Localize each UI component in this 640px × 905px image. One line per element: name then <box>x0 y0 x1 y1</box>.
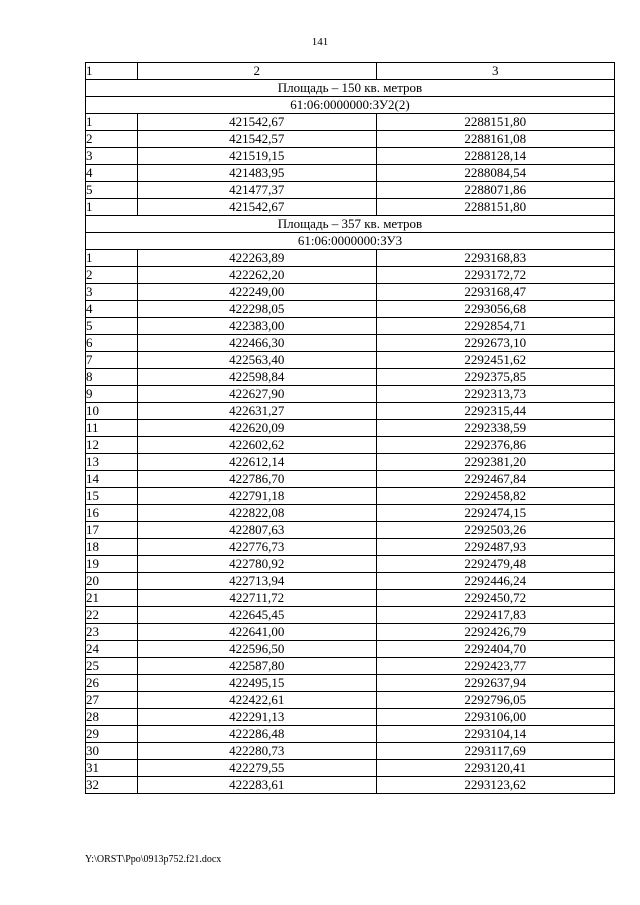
table-row <box>86 148 615 165</box>
section-cadastral-number-row <box>86 97 615 114</box>
coord-y: 2292479,48 <box>376 556 615 573</box>
table-row <box>86 386 615 403</box>
point-number: 4 <box>86 165 138 182</box>
table-row <box>86 437 615 454</box>
point-number: 8 <box>86 369 138 386</box>
point-number: 21 <box>86 590 138 607</box>
coord-y: 2292313,73 <box>376 386 615 403</box>
section-cadastral-number-row <box>86 233 615 250</box>
point-number: 7 <box>86 352 138 369</box>
coord-x: 422791,18 <box>138 488 377 505</box>
table-row <box>86 692 615 709</box>
table-row <box>86 199 615 216</box>
table-row <box>86 420 615 437</box>
coord-x: 422713,94 <box>138 573 377 590</box>
point-number: 3 <box>86 148 138 165</box>
point-number: 14 <box>86 471 138 488</box>
point-number: 9 <box>86 386 138 403</box>
table-row <box>86 522 615 539</box>
coord-x: 422786,70 <box>138 471 377 488</box>
table-row <box>86 777 615 794</box>
table-row <box>86 624 615 641</box>
section-area-label-row <box>86 80 615 97</box>
header-col-2: 2 <box>138 63 377 80</box>
coord-x: 422631,27 <box>138 403 377 420</box>
coord-x: 422383,00 <box>138 318 377 335</box>
point-number: 20 <box>86 573 138 590</box>
coord-x: 422627,90 <box>138 386 377 403</box>
table-row <box>86 301 615 318</box>
coord-x: 422587,80 <box>138 658 377 675</box>
coord-y: 2292474,15 <box>376 505 615 522</box>
coord-y: 2292503,26 <box>376 522 615 539</box>
point-number: 23 <box>86 624 138 641</box>
coord-x: 422596,50 <box>138 641 377 658</box>
point-number: 3 <box>86 284 138 301</box>
coord-y: 2293106,00 <box>376 709 615 726</box>
coord-x: 422422,61 <box>138 692 377 709</box>
table-row <box>86 488 615 505</box>
coord-y: 2292458,82 <box>376 488 615 505</box>
point-number: 1 <box>86 250 138 267</box>
point-number: 13 <box>86 454 138 471</box>
table-row <box>86 539 615 556</box>
coord-y: 2292426,79 <box>376 624 615 641</box>
coord-y: 2292451,62 <box>376 352 615 369</box>
point-number: 25 <box>86 658 138 675</box>
table-row <box>86 250 615 267</box>
page-number: 141 <box>311 36 329 48</box>
table-row <box>86 318 615 335</box>
coord-x: 421542,67 <box>138 114 377 131</box>
point-number: 18 <box>86 539 138 556</box>
point-number: 32 <box>86 777 138 794</box>
coord-x: 422598,84 <box>138 369 377 386</box>
coord-x: 422602,62 <box>138 437 377 454</box>
point-number: 19 <box>86 556 138 573</box>
coord-x: 422280,73 <box>138 743 377 760</box>
table-row <box>86 658 615 675</box>
table-row <box>86 709 615 726</box>
point-number: 12 <box>86 437 138 454</box>
coord-x: 421477,37 <box>138 182 377 199</box>
section-area-label: Площадь – 357 кв. метров <box>86 216 615 233</box>
coord-y: 2292854,71 <box>376 318 615 335</box>
coord-y: 2292467,84 <box>376 471 615 488</box>
table-row <box>86 471 615 488</box>
point-number: 27 <box>86 692 138 709</box>
coord-x: 422563,40 <box>138 352 377 369</box>
coord-y: 2292315,44 <box>376 403 615 420</box>
coord-y: 2288128,14 <box>376 148 615 165</box>
coord-y: 2293168,83 <box>376 250 615 267</box>
coord-x: 421519,15 <box>138 148 377 165</box>
header-col-3: 3 <box>376 63 615 80</box>
coord-y: 2292375,85 <box>376 369 615 386</box>
coord-x: 422262,20 <box>138 267 377 284</box>
table-row <box>86 403 615 420</box>
coord-x: 421542,57 <box>138 131 377 148</box>
table-row <box>86 675 615 692</box>
coord-y: 2293123,62 <box>376 777 615 794</box>
coord-y: 2288161,08 <box>376 131 615 148</box>
coord-x: 422286,48 <box>138 726 377 743</box>
table-row <box>86 505 615 522</box>
table-row <box>86 352 615 369</box>
point-number: 5 <box>86 318 138 335</box>
coord-x: 421542,67 <box>138 199 377 216</box>
coord-x: 421483,95 <box>138 165 377 182</box>
point-number: 30 <box>86 743 138 760</box>
table-row <box>86 267 615 284</box>
coord-y: 2293120,41 <box>376 760 615 777</box>
coord-x: 422645,45 <box>138 607 377 624</box>
coord-y: 2292637,94 <box>376 675 615 692</box>
table-row <box>86 454 615 471</box>
point-number: 29 <box>86 726 138 743</box>
point-number: 1 <box>86 114 138 131</box>
section-area-label-row <box>86 216 615 233</box>
coord-x: 422263,89 <box>138 250 377 267</box>
point-number: 22 <box>86 607 138 624</box>
table-row <box>86 556 615 573</box>
coord-y: 2288151,80 <box>376 199 615 216</box>
coord-y: 2293104,14 <box>376 726 615 743</box>
coord-y: 2288151,80 <box>376 114 615 131</box>
coord-y: 2292381,20 <box>376 454 615 471</box>
point-number: 16 <box>86 505 138 522</box>
coord-x: 422612,14 <box>138 454 377 471</box>
file-path-footer: Y:\ORST\Ppo\0913p752.f21.docx <box>85 854 222 865</box>
coord-y: 2293168,47 <box>376 284 615 301</box>
coord-y: 2292338,59 <box>376 420 615 437</box>
point-number: 6 <box>86 335 138 352</box>
coord-y: 2292417,83 <box>376 607 615 624</box>
section-cadastral-number: 61:06:0000000:ЗУ2(2) <box>86 97 615 114</box>
coord-y: 2292446,24 <box>376 573 615 590</box>
table-row <box>86 743 615 760</box>
table-row <box>86 131 615 148</box>
point-number: 2 <box>86 267 138 284</box>
table-row <box>86 284 615 301</box>
section-cadastral-number: 61:06:0000000:ЗУ3 <box>86 233 615 250</box>
coord-x: 422641,00 <box>138 624 377 641</box>
table-header-row <box>86 63 615 80</box>
point-number: 28 <box>86 709 138 726</box>
coord-y: 2292404,70 <box>376 641 615 658</box>
point-number: 4 <box>86 301 138 318</box>
table-row <box>86 607 615 624</box>
coord-y: 2288071,86 <box>376 182 615 199</box>
point-number: 31 <box>86 760 138 777</box>
coord-y: 2293117,69 <box>376 743 615 760</box>
coord-y: 2292376,86 <box>376 437 615 454</box>
coord-x: 422298,05 <box>138 301 377 318</box>
point-number: 5 <box>86 182 138 199</box>
point-number: 15 <box>86 488 138 505</box>
coord-x: 422780,92 <box>138 556 377 573</box>
section-area-label: Площадь – 150 кв. метров <box>86 80 615 97</box>
coordinates-table <box>85 62 615 794</box>
coord-y: 2292796,05 <box>376 692 615 709</box>
table-row <box>86 114 615 131</box>
coord-y: 2292450,72 <box>376 590 615 607</box>
coord-x: 422249,00 <box>138 284 377 301</box>
point-number: 10 <box>86 403 138 420</box>
coord-y: 2288084,54 <box>376 165 615 182</box>
point-number: 26 <box>86 675 138 692</box>
coord-x: 422466,30 <box>138 335 377 352</box>
coord-x: 422776,73 <box>138 539 377 556</box>
coord-x: 422495,15 <box>138 675 377 692</box>
coord-y: 2293056,68 <box>376 301 615 318</box>
table-row <box>86 641 615 658</box>
coord-y: 2293172,72 <box>376 267 615 284</box>
point-number: 1 <box>86 199 138 216</box>
table-row <box>86 182 615 199</box>
coord-x: 422807,63 <box>138 522 377 539</box>
header-col-1: 1 <box>86 63 138 80</box>
coord-x: 422620,09 <box>138 420 377 437</box>
point-number: 17 <box>86 522 138 539</box>
coord-x: 422279,55 <box>138 760 377 777</box>
point-number: 24 <box>86 641 138 658</box>
point-number: 2 <box>86 131 138 148</box>
coord-y: 2292423,77 <box>376 658 615 675</box>
table-row <box>86 573 615 590</box>
coord-x: 422283,61 <box>138 777 377 794</box>
point-number: 11 <box>86 420 138 437</box>
table-row <box>86 590 615 607</box>
coord-x: 422291,13 <box>138 709 377 726</box>
table-row <box>86 726 615 743</box>
table-row <box>86 335 615 352</box>
table-row <box>86 165 615 182</box>
coord-y: 2292487,93 <box>376 539 615 556</box>
coord-x: 422822,08 <box>138 505 377 522</box>
table-row <box>86 369 615 386</box>
coord-x: 422711,72 <box>138 590 377 607</box>
coord-y: 2292673,10 <box>376 335 615 352</box>
table-row <box>86 760 615 777</box>
